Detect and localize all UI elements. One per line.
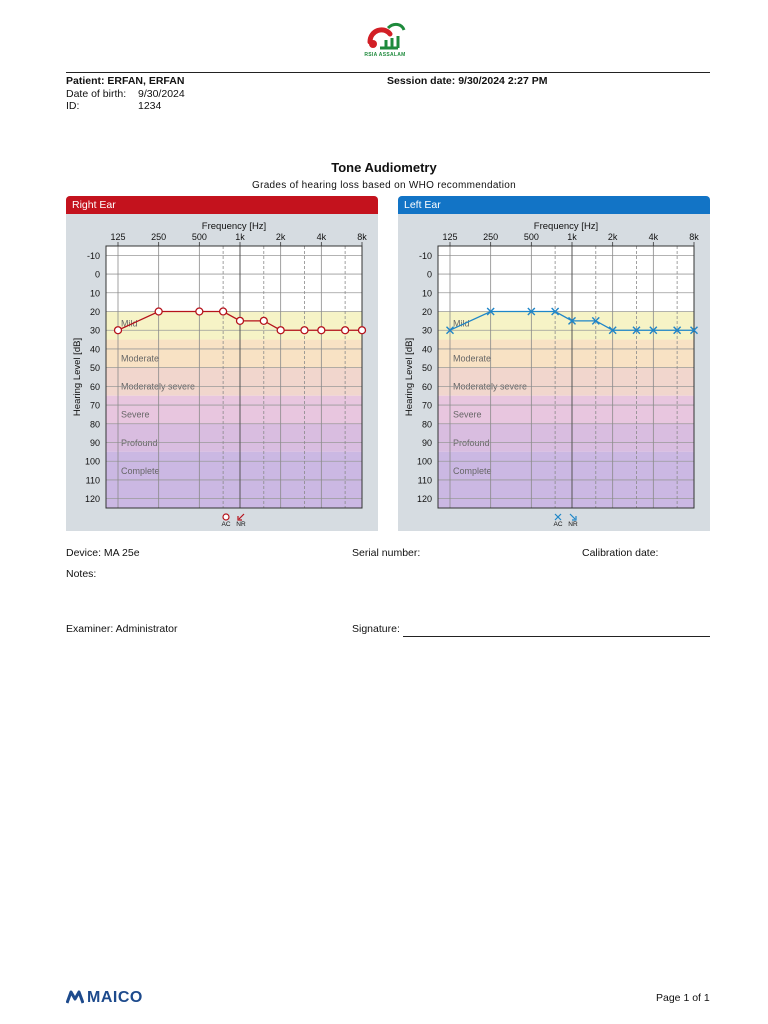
x-tick-label: 125 xyxy=(442,232,458,242)
serial-label: Serial number: xyxy=(352,547,421,559)
y-tick-label: 90 xyxy=(89,438,100,448)
dob-row xyxy=(66,88,185,100)
session-date: Session date: 9/30/2024 2:27 PM xyxy=(387,75,548,87)
x-axis-title: Frequency [Hz] xyxy=(533,221,599,232)
y-tick-label: 20 xyxy=(89,307,100,317)
y-tick-label: 60 xyxy=(421,381,432,392)
band-label: Profound xyxy=(121,437,158,448)
data-point xyxy=(237,317,244,324)
x-tick-label: 1k xyxy=(567,232,577,242)
legend-nr-label: NR xyxy=(236,521,246,528)
report-title: Tone Audiometry xyxy=(331,160,437,175)
x-tick-label: 250 xyxy=(151,232,167,242)
legend-nr-arrow-icon xyxy=(238,514,244,520)
y-tick-label: 90 xyxy=(421,438,432,448)
left-ear-header: Left Ear xyxy=(398,196,710,214)
band-label: Complete xyxy=(453,465,492,476)
legend-nr-arrow-icon xyxy=(570,514,576,520)
y-tick-label: 0 xyxy=(426,269,432,280)
data-point xyxy=(318,327,325,334)
notes-label: Notes: xyxy=(66,568,97,580)
report-subtitle: Grades of hearing loss based on WHO recommendation xyxy=(251,180,516,191)
legend-ac-label: AC xyxy=(221,521,231,528)
page-number: Page 1 of 1 xyxy=(656,992,710,1004)
y-tick-label: 70 xyxy=(421,400,432,411)
band-label: Moderate xyxy=(453,353,492,364)
x-tick-label: 2k xyxy=(607,232,618,242)
y-tick-label: 40 xyxy=(89,344,100,355)
data-point xyxy=(301,327,308,334)
y-tick-label: 60 xyxy=(89,381,100,392)
y-tick-label: 30 xyxy=(89,325,100,336)
y-tick-label: 10 xyxy=(89,288,100,299)
signature-line xyxy=(403,636,710,637)
y-tick-label: 50 xyxy=(89,363,100,374)
x-tick-label: 500 xyxy=(191,232,207,242)
y-tick-label: 110 xyxy=(417,475,432,486)
legend-nr-stroke xyxy=(239,514,244,519)
y-axis-title: Hearing Level [dB] xyxy=(72,337,83,417)
legend-nr-stroke xyxy=(570,514,575,519)
x-tick-label: 1k xyxy=(235,232,245,242)
y-tick-label: 80 xyxy=(89,419,100,430)
y-tick-label: -10 xyxy=(86,250,100,261)
x-tick-label: 250 xyxy=(483,232,499,242)
data-point xyxy=(359,327,366,334)
x-tick-label: 125 xyxy=(110,232,126,242)
device-label: Device: MA 25e xyxy=(66,547,140,559)
band-label: Profound xyxy=(453,437,490,448)
x-tick-label: 4k xyxy=(316,232,327,242)
data-point xyxy=(220,308,227,315)
y-tick-label: 120 xyxy=(416,494,432,505)
data-point xyxy=(260,317,267,324)
y-axis-title: Hearing Level [dB] xyxy=(404,337,415,417)
y-tick-label: 100 xyxy=(84,456,100,467)
brand-name: MAICO xyxy=(87,989,143,1006)
y-tick-label: 70 xyxy=(89,400,100,411)
calibration-label: Calibration date: xyxy=(582,547,659,559)
y-tick-label: 0 xyxy=(94,269,100,280)
right-ear-header: Right Ear xyxy=(66,196,378,214)
band-label: Severe xyxy=(121,409,150,420)
band-label: Mild xyxy=(121,318,138,329)
band-label: Severe xyxy=(453,409,482,420)
x-tick-label: 500 xyxy=(523,232,539,242)
x-tick-label: 2k xyxy=(275,232,286,242)
y-tick-label: 30 xyxy=(421,325,432,336)
y-tick-label: 20 xyxy=(421,307,432,317)
y-tick-label: 110 xyxy=(85,475,100,486)
logo-text: RSIA ASSALAM xyxy=(364,52,406,58)
x-tick-label: 8k xyxy=(689,232,699,242)
header-divider xyxy=(66,72,710,73)
legend-ac-symbol xyxy=(223,514,229,520)
band-mild xyxy=(106,312,362,340)
y-tick-label: 50 xyxy=(421,363,432,374)
y-tick-label: -10 xyxy=(418,250,432,261)
left-ear-audiogram xyxy=(398,196,710,531)
band-label: Moderately severe xyxy=(121,381,196,392)
patient-name: Patient: ERFAN, ERFAN xyxy=(66,75,185,87)
legend-nr-label: NR xyxy=(568,521,578,528)
x-axis-title: Frequency [Hz] xyxy=(201,221,267,232)
y-tick-label: 10 xyxy=(421,288,432,299)
band-mild xyxy=(438,312,694,340)
dob-value: 9/30/2024 xyxy=(138,88,185,100)
legend-ac-label: AC xyxy=(553,521,563,528)
right-ear-panel xyxy=(66,196,378,531)
data-point xyxy=(155,308,162,315)
y-tick-label: 80 xyxy=(421,419,432,430)
left-ear-panel xyxy=(398,196,710,531)
examiner-label: Examiner: Administrator xyxy=(66,623,178,635)
dob-label: Date of birth: xyxy=(66,88,127,100)
x-tick-label: 4k xyxy=(648,232,659,242)
data-point xyxy=(342,327,349,334)
band-label: Complete xyxy=(121,465,160,476)
data-point xyxy=(277,327,284,334)
id-value: 1234 xyxy=(138,100,162,112)
data-point xyxy=(196,308,203,315)
band-label: Moderate xyxy=(121,353,160,364)
y-tick-label: 100 xyxy=(416,456,432,467)
band-label: Moderately severe xyxy=(453,381,528,392)
right-ear-audiogram xyxy=(66,196,378,531)
legend-ac-symbol xyxy=(555,514,561,520)
band-label: Mild xyxy=(453,318,470,329)
data-point xyxy=(115,327,122,334)
x-tick-label: 8k xyxy=(357,232,367,242)
y-tick-label: 40 xyxy=(421,344,432,355)
id-row xyxy=(66,100,161,112)
id-label: ID: xyxy=(66,100,80,112)
y-tick-label: 120 xyxy=(84,494,100,505)
signature-label: Signature: xyxy=(352,623,400,635)
maico-logo-icon xyxy=(66,990,84,1004)
